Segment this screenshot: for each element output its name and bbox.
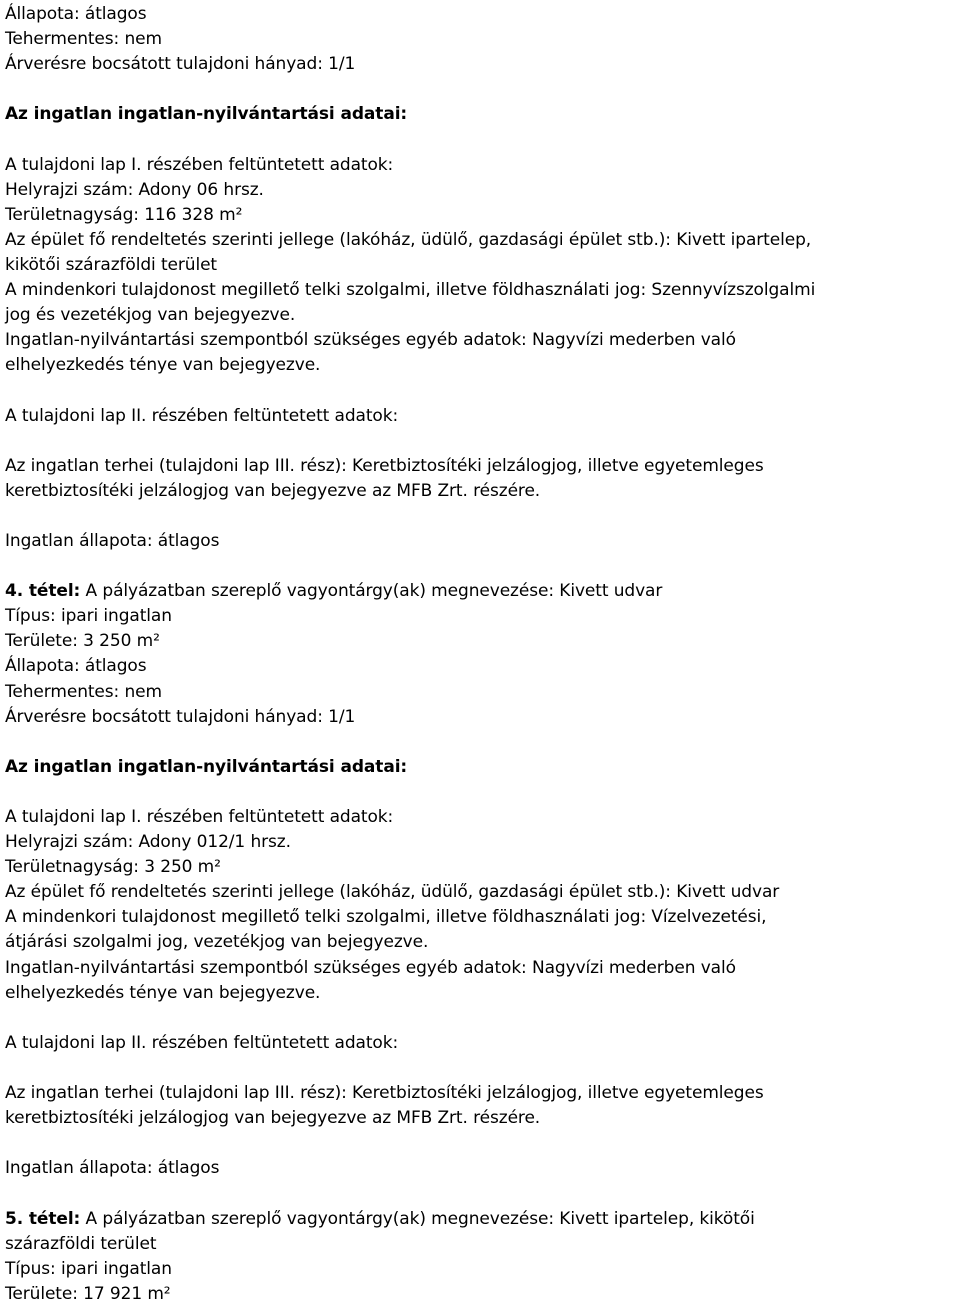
text-line: jog és vezetékjog van bejegyezve. <box>5 305 296 326</box>
paragraph-spacer <box>5 1131 957 1156</box>
text-line: Típus: ipari ingatlan <box>5 1258 172 1279</box>
paragraph-spacer <box>5 378 957 403</box>
text-line: kikötői szárazföldi terület <box>5 254 217 275</box>
text-line: Területe: 17 921 m² <box>5 1283 171 1304</box>
text-line: Tehermentes: nem <box>5 29 162 50</box>
lot-heading-line <box>5 1207 957 1232</box>
text-line: Területnagyság: 116 328 m² <box>5 204 243 225</box>
paragraph-spacer <box>5 730 957 755</box>
text-line: keretbiztosítéki jelzálogjog van bejegyezve az MFB Zrt. részére. <box>5 1108 541 1129</box>
text-line: átjárási szolgalmi jog, vezetékjog van bejegyezve. <box>5 932 429 953</box>
text-line: Az ingatlan terhei (tulajdoni lap III. rész): Keretbiztosítéki jelzálogjog, illetve egyetemleges <box>5 1083 764 1104</box>
text-line: A mindenkori tulajdonost megillető telki szolgalmi, illetve földhasználati jog: Szennyvízszolgalmi <box>5 280 816 301</box>
text-line: Ingatlan állapota: átlagos <box>5 530 220 551</box>
text-line: Ingatlan-nyilvántartási szempontból szükséges egyéb adatok: Nagyvízi mederben való <box>5 330 736 351</box>
text-line: Területe: 3 250 m² <box>5 631 160 652</box>
text-line: Az épület fő rendeltetés szerinti jellege (lakóház, üdülő, gazdasági épület stb.): Kivett udvar <box>5 882 780 903</box>
text-line: Helyrajzi szám: Adony 06 hrsz. <box>5 179 264 200</box>
lot-description-text: A pályázatban szereplő vagyontárgy(ak) megnevezése: Kivett ipartelep, kikötői <box>80 1208 755 1229</box>
section-heading: Az ingatlan ingatlan-nyilvántartási adatai: <box>5 756 408 777</box>
lot-heading-line <box>5 579 957 604</box>
text-line: Típus: ipari ingatlan <box>5 606 172 627</box>
text-line: Területnagyság: 3 250 m² <box>5 857 221 878</box>
text-line: Helyrajzi szám: Adony 012/1 hrsz. <box>5 832 291 853</box>
text-line: elhelyezkedés ténye van bejegyezve. <box>5 355 321 376</box>
text-line: Ingatlan állapota: átlagos <box>5 1158 220 1179</box>
text-line: Az épület fő rendeltetés szerinti jellege (lakóház, üdülő, gazdasági épület stb.): Kivett ipartelep, <box>5 229 812 250</box>
paragraph-spacer <box>5 780 957 805</box>
paragraph-spacer <box>5 429 957 454</box>
text-line: A tulajdoni lap I. részében feltüntetett adatok: <box>5 154 394 175</box>
lot-number-label: 4. tétel: <box>5 581 81 602</box>
text-line: Állapota: átlagos <box>5 4 147 24</box>
lot-number-label: 5. tétel: <box>5 1208 81 1229</box>
paragraph-spacer <box>5 504 957 529</box>
paragraph-spacer <box>5 127 957 152</box>
text-line: elhelyezkedés ténye van bejegyezve. <box>5 982 321 1003</box>
paragraph-spacer <box>5 554 957 579</box>
text-line: A tulajdoni lap I. részében feltüntetett adatok: <box>5 807 394 827</box>
text-line: Árverésre bocsátott tulajdoni hányad: 1/1 <box>5 54 356 75</box>
lot-description-text: A pályázatban szereplő vagyontárgy(ak) megnevezése: Kivett udvar <box>80 581 663 602</box>
paragraph-spacer <box>5 1181 957 1206</box>
text-line: A tulajdoni lap II. részében feltüntetett adatok: <box>5 405 399 426</box>
text-line: Ingatlan-nyilvántartási szempontból szükséges egyéb adatok: Nagyvízi mederben való <box>5 957 736 978</box>
text-line: Állapota: átlagos <box>5 656 147 677</box>
paragraph-spacer <box>5 77 957 102</box>
text-line: Az ingatlan terhei (tulajdoni lap III. rész): Keretbiztosítéki jelzálogjog, illetve egyetemleges <box>5 455 764 476</box>
text-line: A mindenkori tulajdonost megillető telki szolgalmi, illetve földhasználati jog: Vízelvezetési, <box>5 907 767 928</box>
text-line: A tulajdoni lap II. részében feltüntetett adatok: <box>5 1032 399 1053</box>
section-heading: Az ingatlan ingatlan-nyilvántartási adatai: <box>5 104 408 125</box>
paragraph-spacer <box>5 1056 957 1081</box>
text-line: Árverésre bocsátott tulajdoni hányad: 1/1 <box>5 706 356 727</box>
text-line: szárazföldi terület <box>5 1233 157 1254</box>
paragraph-spacer <box>5 1006 957 1031</box>
document-page <box>5 2 957 1307</box>
text-line: Tehermentes: nem <box>5 681 162 702</box>
text-line: keretbiztosítéki jelzálogjog van bejegyezve az MFB Zrt. részére. <box>5 480 541 501</box>
